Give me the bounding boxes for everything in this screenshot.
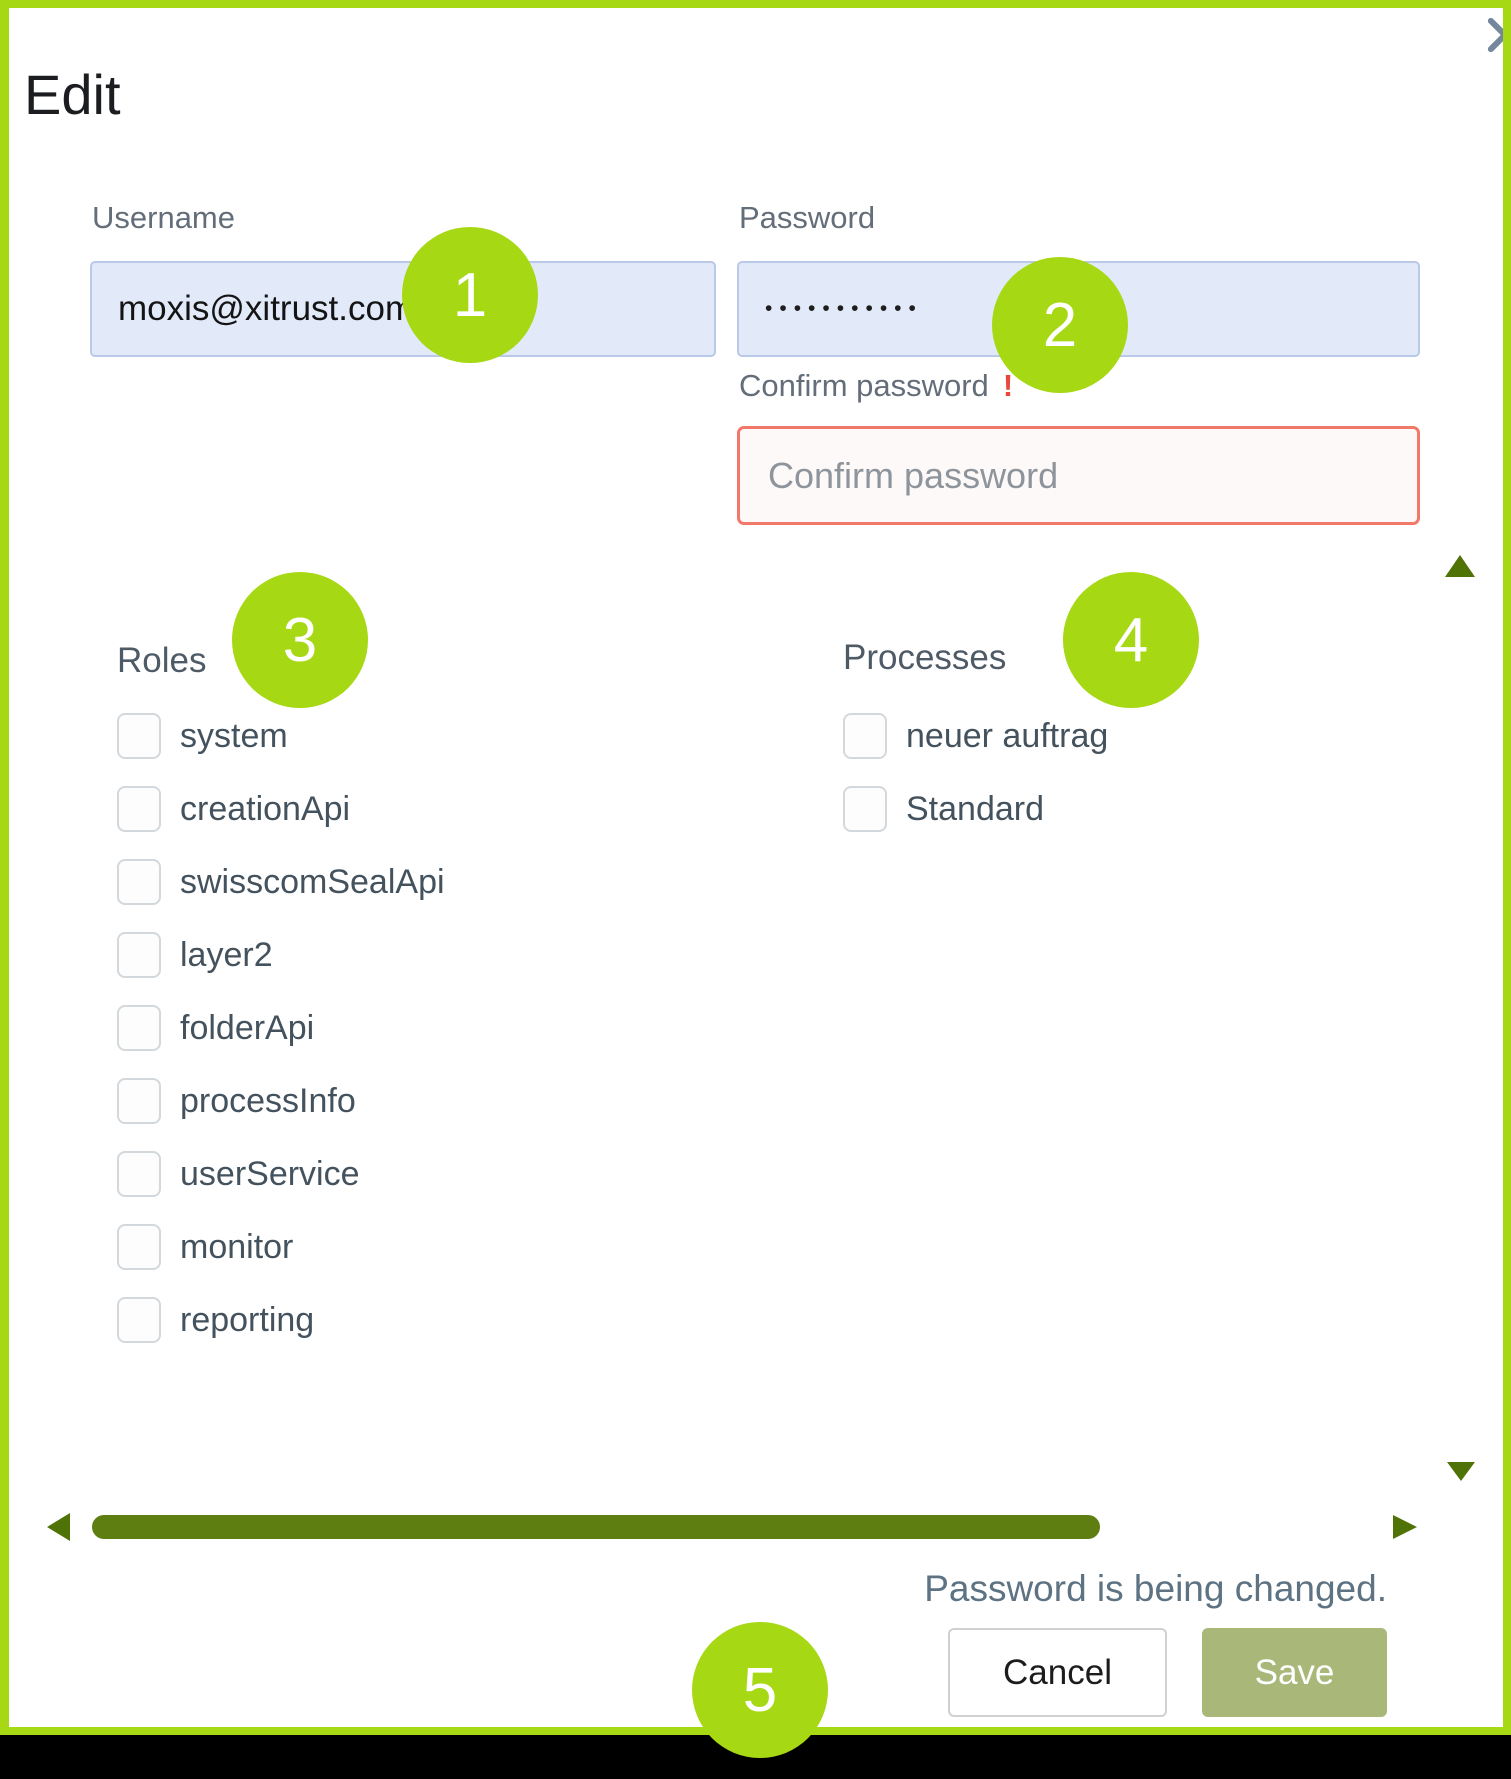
checkbox-label: userService: [180, 1154, 360, 1193]
checkbox-row: [117, 1151, 445, 1197]
password-masked-value: •••••••••••: [765, 297, 923, 320]
checkbox-row: [117, 786, 445, 832]
annotation-frame-top: [0, 0, 1511, 8]
checkbox-label: reporting: [180, 1300, 315, 1339]
callout-5: 5: [692, 1622, 828, 1758]
checkbox-label: processInfo: [180, 1081, 356, 1120]
checkbox[interactable]: [117, 932, 161, 978]
callout-2: 2: [992, 257, 1128, 393]
annotation-frame-left: [0, 0, 9, 1735]
status-text: Password is being changed.: [924, 1568, 1387, 1609]
checkbox-label: monitor: [180, 1227, 294, 1266]
processes-label: Processes: [843, 638, 1007, 677]
callout-3: 3: [232, 572, 368, 708]
checkbox[interactable]: [117, 786, 161, 832]
scroll-up-icon[interactable]: [1445, 555, 1475, 577]
checkbox-row: [843, 786, 1108, 832]
callout-4: 4: [1063, 572, 1199, 708]
checkbox-row: [843, 713, 1108, 759]
checkbox-row: [117, 1078, 445, 1124]
checkbox[interactable]: [117, 859, 161, 905]
roles-label: Roles: [117, 641, 207, 680]
checkbox-row: [117, 713, 445, 759]
checkbox[interactable]: [843, 786, 887, 832]
callout-1: 1: [402, 227, 538, 363]
checkbox-row: [117, 1224, 445, 1270]
checkbox[interactable]: [117, 1005, 161, 1051]
checkbox-label: Standard: [906, 789, 1044, 828]
scroll-left-icon[interactable]: [47, 1513, 70, 1541]
checkbox-label: folderApi: [180, 1008, 315, 1047]
password-label: Password: [739, 200, 876, 235]
checkbox-label: layer2: [180, 935, 273, 974]
scroll-down-icon[interactable]: [1447, 1462, 1475, 1481]
confirm-password-label: Confirm password: [739, 368, 989, 403]
checkbox[interactable]: [117, 1078, 161, 1124]
checkbox-label: swisscomSealApi: [180, 862, 445, 901]
checkbox-row: [117, 932, 445, 978]
annotation-frame-right: [1503, 0, 1511, 1735]
checkbox[interactable]: [843, 713, 887, 759]
checkbox-label: creationApi: [180, 789, 351, 828]
roles-checkbox-list: [117, 713, 445, 1370]
username-label: Username: [92, 200, 235, 235]
confirm-password-label-row: [739, 368, 1013, 404]
dialog-title: Edit: [24, 63, 121, 126]
processes-checkbox-list: [843, 713, 1108, 859]
checkbox-label: neuer auftrag: [906, 716, 1109, 755]
checkbox-row: [117, 1297, 445, 1343]
horizontal-scrollbar-thumb[interactable]: [92, 1515, 1100, 1539]
checkbox-label: system: [180, 716, 288, 755]
scroll-right-icon[interactable]: [1393, 1515, 1417, 1539]
checkbox[interactable]: [117, 1151, 161, 1197]
checkbox[interactable]: [117, 1297, 161, 1343]
confirm-password-input[interactable]: [737, 426, 1420, 525]
checkbox-row: [117, 859, 445, 905]
cancel-button[interactable]: Cancel: [948, 1628, 1167, 1717]
save-button[interactable]: Save: [1202, 1628, 1387, 1717]
checkbox-row: [117, 1005, 445, 1051]
checkbox[interactable]: [117, 1224, 161, 1270]
required-exclamation-icon: !: [1002, 368, 1014, 403]
checkbox[interactable]: [117, 713, 161, 759]
